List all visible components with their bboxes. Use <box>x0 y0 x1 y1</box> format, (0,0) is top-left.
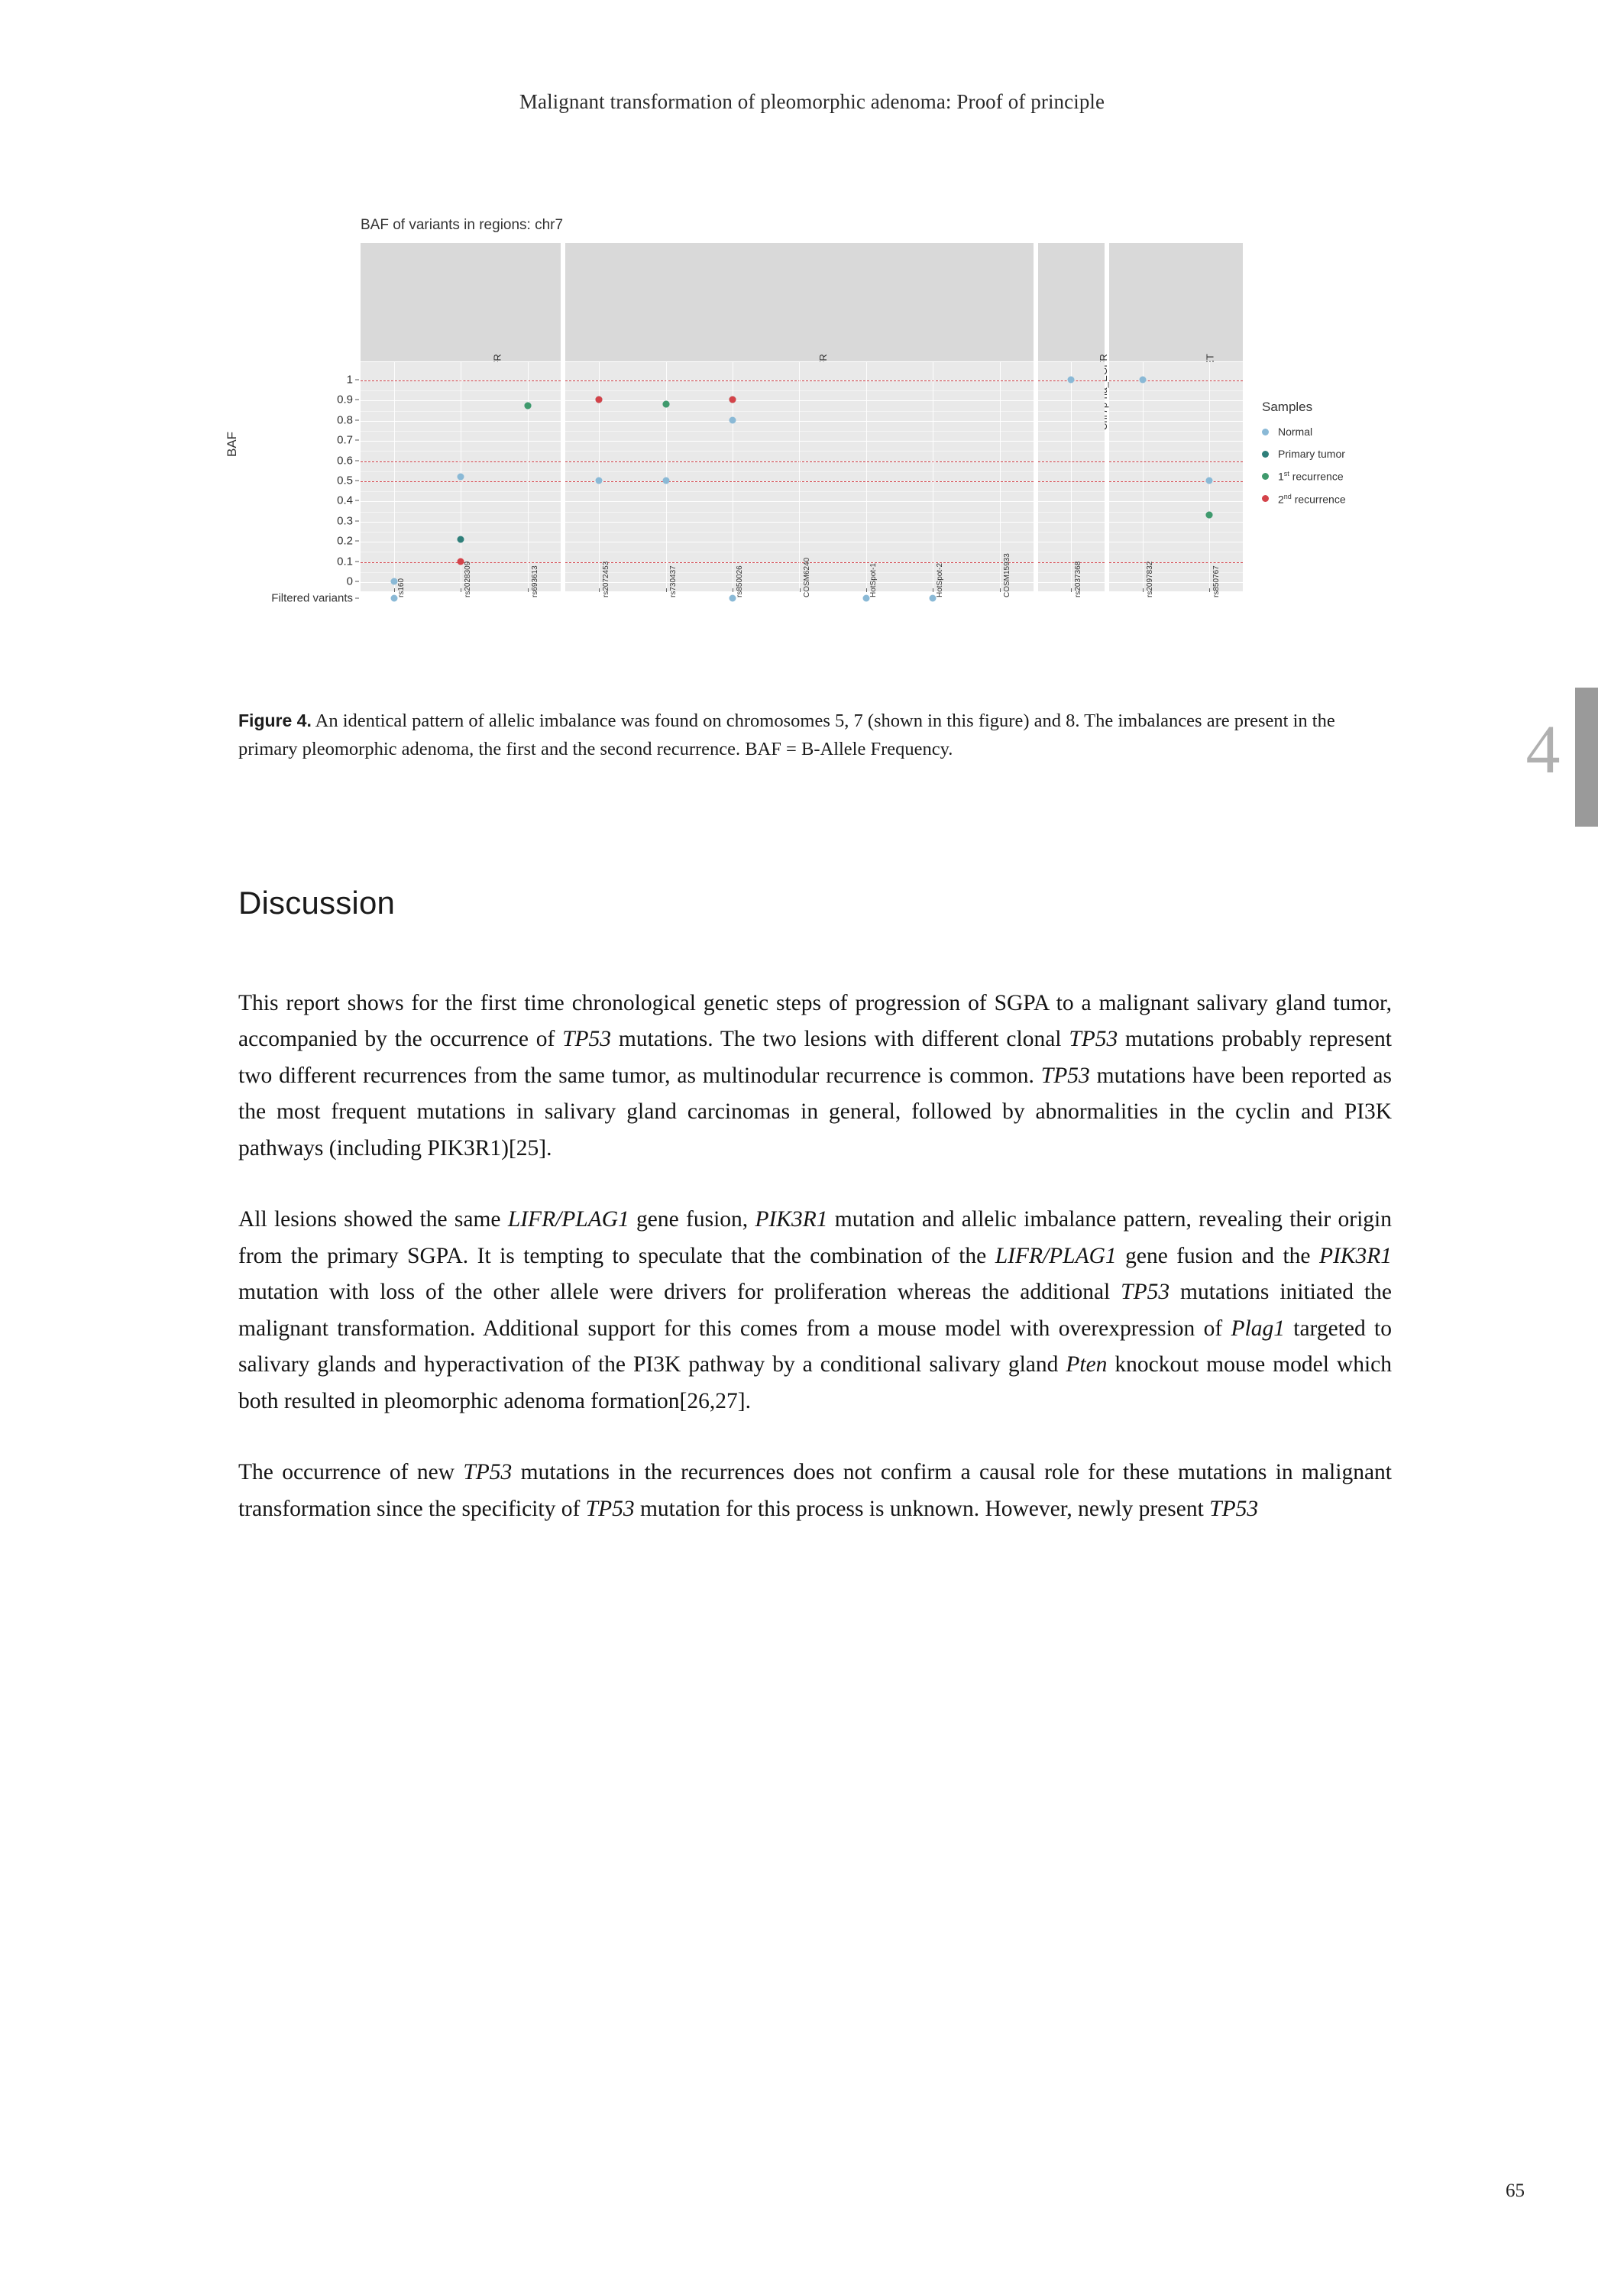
running-head: Malignant transformation of pleomorphic adenoma: Proof of principle <box>519 90 1105 113</box>
x-tick-label: HotSpot-1 <box>869 562 878 597</box>
x-tick-label: COSM6240 <box>802 557 811 597</box>
x-tick-label: rs2037368 <box>1074 561 1083 597</box>
y-tick-label: 0.2 <box>337 534 353 548</box>
gridline <box>1109 431 1243 432</box>
y-tick-label: 0 <box>346 575 353 588</box>
gridline <box>1109 471 1243 472</box>
category-guide <box>394 362 395 591</box>
data-point <box>1206 478 1213 484</box>
x-tick-mark <box>528 588 529 592</box>
data-point <box>390 578 397 585</box>
legend-label: Primary tumor <box>1278 448 1345 460</box>
gridline <box>1109 411 1243 412</box>
y-tick-mark <box>355 520 359 521</box>
category-guide <box>1071 362 1072 591</box>
y-tick-label: 0.9 <box>337 393 353 406</box>
x-tick-mark <box>1000 588 1001 592</box>
data-point <box>524 403 531 410</box>
chart-legend <box>1262 400 1388 515</box>
data-point <box>730 416 736 423</box>
chart-panel <box>1109 243 1243 591</box>
x-tick-mark <box>599 588 600 592</box>
legend-swatch-icon <box>1262 429 1269 435</box>
x-tick-mark <box>1143 588 1144 592</box>
data-point <box>730 397 736 403</box>
figure-4 <box>225 205 1388 678</box>
gridline <box>1109 451 1243 452</box>
legend-label: Normal <box>1278 426 1313 438</box>
y-tick-mark <box>355 581 359 582</box>
figure-title: BAF of variants in regions: chr7 <box>361 217 564 233</box>
data-point <box>1139 377 1146 384</box>
y-tick-label: 1 <box>346 373 353 387</box>
chart-panel-header <box>1038 243 1105 362</box>
y-tick-label: 0.6 <box>337 454 353 468</box>
y-tick-label: 0.3 <box>337 514 353 528</box>
y-tick-mark <box>355 598 359 599</box>
paragraph: All lesions showed the same LIFR/PLAG1 gene fusion, PIK3R1 mutation and allelic imbalance pattern, revealing their origin from the primary SGPA. It is tempting to speculate that the combination of the LIFR/PLAG1 gene fusion and the PIK3R1 mutation with loss of the other allele were drivers for proliferation whereas the additional TP53 mutations initiated the malignant transformation. Additional support for this comes from a mouse model with overexpression of Plag1 targeted to salivary glands and hyperactivation of the PI3K pathway by a conditional salivary gland Pten knockout mouse model which both resulted in pleomorphic adenoma formation[26,27]. <box>238 1207 1392 1413</box>
figure-caption-label: Figure 4. <box>238 711 312 730</box>
gridline <box>1109 491 1243 492</box>
paragraph: This report shows for the first time chronological genetic steps of progression of SGPA to a malignant salivary gland tumor, accompanied by the occurrence of TP53 mutations. The two lesions with different clonal TP53 mutations probably represent two different recurrences from the same tumor, as multinodular recurrence is common. TP53 mutations have been reported as the most frequent mutations in salivary gland carcinomas in general, followed by abnormalities in the cyclin and PI3K pathways (including PIK3R1)[25]. <box>238 991 1392 1161</box>
x-tick-mark <box>394 588 395 592</box>
y-axis-label: BAF <box>225 431 239 457</box>
legend-label: 2nd recurrence <box>1278 492 1346 506</box>
section-heading-discussion: Discussion <box>238 885 396 921</box>
category-guide <box>866 362 867 591</box>
x-tick-label: rs730437 <box>668 565 678 597</box>
x-tick-mark <box>866 588 867 592</box>
legend-item <box>1262 470 1388 483</box>
chart-panel-body <box>1109 362 1243 591</box>
gridline <box>1109 512 1243 513</box>
y-tick-label: 0.4 <box>337 494 353 507</box>
legend-swatch-icon <box>1262 451 1269 458</box>
legend-label: 1st recurrence <box>1278 470 1344 483</box>
data-point <box>1206 511 1213 518</box>
x-tick-label: rs693613 <box>530 565 539 597</box>
chart-panel-header <box>565 243 1033 362</box>
chapter-number: 4 <box>1525 712 1561 788</box>
gridline <box>1109 390 1243 391</box>
legend-item <box>1262 448 1388 460</box>
x-tick-mark <box>666 588 667 592</box>
chart-panel-body <box>1038 362 1105 591</box>
y-tick-mark <box>355 460 359 461</box>
data-point <box>662 478 669 484</box>
chart-panel <box>1038 243 1105 591</box>
y-tick-mark <box>355 500 359 501</box>
y-tick-label: 0.8 <box>337 413 353 427</box>
legend-item <box>1262 493 1388 506</box>
chart-panel-header <box>1109 243 1243 362</box>
x-tick-label: COSM15933 <box>1002 553 1011 597</box>
chart-plot-area <box>361 243 1243 591</box>
page-number: 65 <box>1506 2180 1525 2201</box>
y-tick-mark <box>355 419 359 420</box>
chart-panel-header <box>361 243 561 362</box>
y-tick-mark <box>355 541 359 542</box>
category-guide <box>1143 362 1144 591</box>
discussion-body <box>238 986 1392 1562</box>
x-tick-label: rs850767 <box>1212 565 1221 597</box>
gridline <box>1109 501 1243 502</box>
x-tick-label: rs2072453 <box>602 561 611 597</box>
legend-title: Samples <box>1262 400 1313 414</box>
y-tick-label: 0.7 <box>337 433 353 447</box>
chart-panel-body <box>565 362 1033 591</box>
data-point <box>458 473 464 480</box>
y-tick-label-filtered: Filtered variants <box>271 591 353 605</box>
gridline <box>1109 421 1243 422</box>
category-guide <box>528 362 529 591</box>
chapter-marker-bar <box>1575 688 1598 827</box>
x-tick-mark <box>1209 588 1210 592</box>
x-tick-mark <box>800 588 801 592</box>
y-tick-mark <box>355 440 359 441</box>
gridline <box>1109 522 1243 523</box>
category-guide <box>799 362 800 591</box>
reference-line <box>1109 461 1243 462</box>
x-tick-label: rs2097832 <box>1145 561 1154 597</box>
legend-item <box>1262 426 1388 438</box>
data-point <box>458 536 464 542</box>
y-tick-mark <box>355 561 359 562</box>
data-point <box>596 397 603 403</box>
figure-caption-text: An identical pattern of allelic imbalance was found on chromosomes 5, 7 (shown in this figure) and 8. The imbalances are present in the primary pleomorphic adenoma, the first and the second recurrence. BAF = B-Allele Frequency. <box>238 711 1335 760</box>
gridline <box>1109 582 1243 583</box>
x-axis-labels <box>361 553 1243 677</box>
gridline <box>1109 532 1243 533</box>
y-tick-label: 0.5 <box>337 474 353 487</box>
y-axis <box>270 361 359 605</box>
reference-line <box>1109 380 1243 381</box>
chart-panel <box>565 243 1033 591</box>
x-tick-label: rs850026 <box>736 565 745 597</box>
data-point <box>596 478 603 484</box>
reference-line <box>1109 481 1243 482</box>
legend-swatch-icon <box>1262 473 1269 480</box>
paragraph: The occurrence of new TP53 mutations in the recurrences does not confirm a causal role for these mutations in malignant transformation since the specificity of TP53 mutation for this process is unknown. However, newly present TP53 <box>238 1460 1392 1521</box>
data-point <box>1068 377 1075 384</box>
x-tick-label: rs2028309 <box>464 561 473 597</box>
data-point <box>662 400 669 407</box>
x-tick-label: rs160 <box>396 578 406 597</box>
gridline <box>1109 572 1243 573</box>
x-tick-label: HotSpot-2 <box>936 562 945 597</box>
reference-line <box>1109 562 1243 563</box>
category-guide <box>1000 362 1001 591</box>
figure-caption <box>238 707 1392 763</box>
legend-swatch-icon <box>1262 495 1269 502</box>
y-tick-label: 0.1 <box>337 555 353 568</box>
gridline <box>1109 400 1243 401</box>
gridline <box>1109 441 1243 442</box>
x-tick-mark <box>1071 588 1072 592</box>
